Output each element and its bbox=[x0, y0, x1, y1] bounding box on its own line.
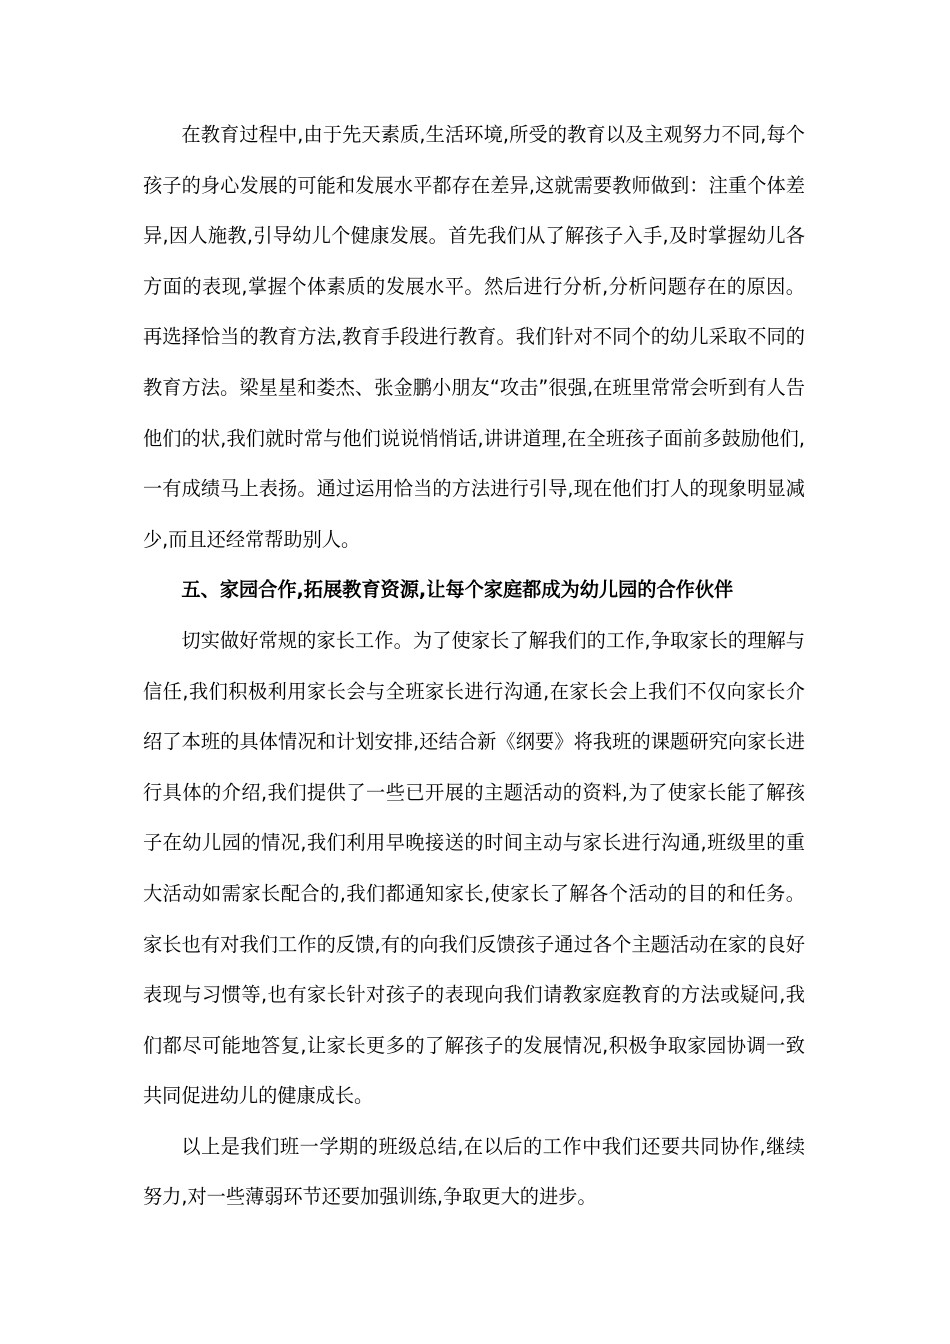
body-paragraph: 在教育过程中,由于先天素质,生活环境,所受的教育以及主观努力不同,每个孩子的身心发展的可能和发展水平都存在差异,这就需要教师做到：注重个体差异,因人施教,引导幼儿个健康发展。首先我们从了解孩子入手,及时掌握幼儿各方面的表现,掌握个体素质的发展水平。然后进行分析,分析问题存在的原因。再选择恰当的教育方法,教育手段进行教育。我们针对不同个的幼儿采取不同的教育方法。梁星星和娄杰、张金鹏小朋友“攻击”很强,在班里常常会听到有人告他们的状,我们就时常与他们说说悄悄话,讲讲道理,在全班孩子面前多鼓励他们,一有成绩马上表扬。通过运用恰当的方法进行引导,现在他们打人的现象明显减少,而且还经常帮助别人。 bbox=[143, 123, 805, 551]
body-paragraph: 切实做好常规的家长工作。为了使家长了解我们的工作,争取家长的理解与信任,我们积极利用家长会与全班家长进行沟通,在家长会上我们不仅向家长介绍了本班的具体情况和计划安排,还结合新《纲要》将我班的课题研究向家长进行具体的介绍,我们提供了一些已开展的主题活动的资料,为了使家长能了解孩子在幼儿园的情况,我们利用早晚接送的时间主动与家长进行沟通,班级里的重大活动如需家长配合的,我们都通知家长,使家长了解各个活动的目的和任务。家长也有对我们工作的反馈,有的向我们反馈孩子通过各个主题活动在家的良好表现与习惯等,也有家长针对孩子的表现向我们请教家庭教育的方法或疑问,我们都尽可能地答复,让家长更多的了解孩子的发展情况,积极争取家园协调一致共同促进幼儿的健康成长。 bbox=[143, 628, 805, 1108]
document-page bbox=[143, 110, 805, 1223]
section-heading: 五、家园合作,拓展教育资源,让每个家庭都成为幼儿园的合作伙伴 bbox=[181, 578, 734, 602]
body-paragraph: 以上是我们班一学期的班级总结,在以后的工作中我们还要共同协作,继续努力,对一些薄弱环节还要加强训练,争取更大的进步。 bbox=[143, 1134, 805, 1209]
